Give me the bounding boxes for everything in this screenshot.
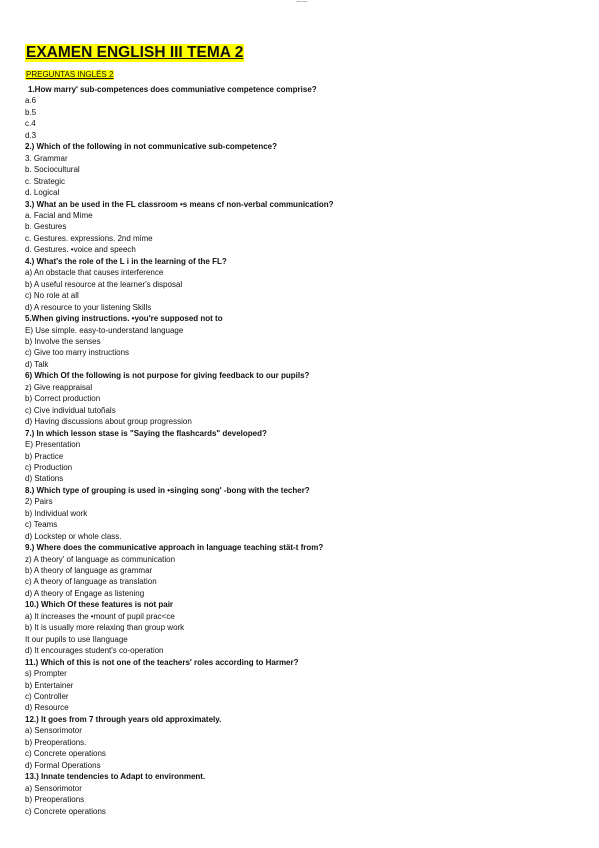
- question-block: [25, 84, 585, 141]
- answer-option: d) Resource: [25, 703, 69, 713]
- answer-option: b) Practice: [25, 451, 64, 461]
- exam-document: [25, 44, 585, 817]
- section-label-row: [25, 62, 585, 82]
- answer-option: d) A resource to your listening Skills: [25, 302, 152, 312]
- answer-option: b) Preoperations: [25, 795, 85, 805]
- answer-option: b) Involve the senses: [25, 336, 101, 346]
- question-text: 12.) It goes from 7 through years old approximately.: [25, 714, 222, 724]
- question-text: 8.) Which type of grouping is used in •singing song' -bong with the techer?: [25, 485, 310, 495]
- answer-option: c. Gestures. expressions. 2nd mime: [25, 233, 153, 243]
- question-block: [25, 542, 585, 599]
- answer-option: E) Presentation: [25, 440, 81, 450]
- exam-title-row: [25, 44, 585, 62]
- answer-option: d. Gestures. •voice and speech: [25, 245, 136, 255]
- answer-option: b) It is usually more relaxing than group work: [25, 623, 185, 633]
- question-text: 7.) In which lesson stase is "Saying the flashcards" developed?: [25, 428, 267, 438]
- question-text: 2.) Which of the following in not communicative sub-competence?: [25, 142, 278, 152]
- question-block: [25, 313, 585, 370]
- answer-option: c) Concrete operations: [25, 749, 106, 759]
- answer-option: 2) Pairs: [25, 497, 53, 507]
- answer-option: c) Teams: [25, 520, 58, 530]
- answer-option: d) Talk: [25, 359, 49, 369]
- answer-option: b) Preoperations.: [25, 737, 87, 747]
- answer-option: a) Sensorimotor: [25, 726, 82, 736]
- answer-option: a. Facial and Mime: [25, 210, 93, 220]
- answer-option: b. Sociocultural: [25, 165, 80, 175]
- answer-option: a) An obstacle that causes interference: [25, 268, 164, 278]
- answer-option: b) Individual work: [25, 508, 88, 518]
- answer-option: d) Lockstep or whole class.: [25, 531, 122, 541]
- question-block: [25, 599, 585, 656]
- answer-option: s) Prompter: [25, 669, 67, 679]
- question-text: 6) Which Of the following is not purpose for giving feedback to our pupils?: [25, 371, 310, 381]
- page-header-mark: ーー: [296, 0, 309, 6]
- question-text: 3.) What an be used in the FL classroom •s means cf non-verbal communication?: [25, 199, 334, 209]
- answer-option: z) A theory' of language as communication: [25, 554, 176, 564]
- answer-option: c. Strategic: [25, 176, 66, 186]
- answer-option: a) It increases the •mount of pupil prac<ce: [25, 611, 175, 621]
- answer-option: b. Gestures: [25, 222, 67, 232]
- answer-option: a) Sensorimotor: [25, 783, 82, 793]
- answer-option: b) A theory of language as grammar: [25, 566, 153, 576]
- answer-option: 3. Grammar: [25, 153, 68, 163]
- answer-option: c) Cive individual tutoñals: [25, 405, 116, 415]
- answer-option: c) Controller: [25, 692, 69, 702]
- answer-option: It our pupils to use Ilanguage: [25, 634, 128, 644]
- answer-option: b.5: [25, 107, 37, 117]
- question-text: 5.When giving instructions. •you're supposed not to: [25, 314, 223, 324]
- question-block: [25, 714, 585, 771]
- answer-option: d. Logical: [25, 188, 60, 198]
- answer-option: d) Stations: [25, 474, 64, 484]
- question-block: [25, 657, 585, 714]
- answer-option: c) Give too marry instructions: [25, 348, 130, 358]
- answer-option: c) Production: [25, 462, 73, 472]
- question-text: 9.) Where does the communicative approach in language teaching stät-t from?: [25, 543, 324, 553]
- exam-title: EXAMEN ENGLISH III TEMA 2: [26, 44, 244, 61]
- question-text: 11.) Which of this is not one of the teachers' roles according to Harmer?: [25, 657, 299, 667]
- question-text: 10.) Which Of these features is not pair: [25, 600, 174, 610]
- question-block: [25, 370, 585, 427]
- answer-option: c) No role at all: [25, 291, 79, 301]
- question-block: [25, 256, 585, 313]
- answer-option: E) Use simple. easy-to-understand language: [25, 325, 184, 335]
- question-text: 1.How marry' sub-competences does communiative competence comprise?: [28, 85, 317, 94]
- question-block: [25, 771, 585, 817]
- answer-option: c) Concrete operations: [25, 806, 106, 816]
- answer-option: d) Formal Operations: [25, 760, 101, 770]
- answer-option: b) Correct production: [25, 394, 101, 404]
- question-block: [25, 428, 585, 485]
- answer-option: a.6: [25, 96, 37, 106]
- question-block: [25, 141, 585, 198]
- question-text: 4.) What's the role of the L i in the learning of the FL?: [25, 256, 227, 266]
- question-block: [25, 485, 585, 542]
- answer-option: b) A useful resource at the learner's disposal: [25, 279, 183, 289]
- answer-option: d) A theory of Engage as listening: [25, 588, 145, 598]
- section-label: PREGUNTAS INGLÉS 2: [26, 70, 114, 79]
- answer-option: c.4: [25, 119, 36, 129]
- answer-option: d) It encourages student's co-operation: [25, 646, 164, 656]
- question-block: [25, 199, 585, 256]
- answer-option: d) Having discussions about group progression: [25, 417, 192, 427]
- answer-option: z) Give reappraisal: [25, 382, 93, 392]
- question-text: 13.) Innate tendencies to Adapt to environment.: [25, 772, 206, 782]
- answer-option: b) Entertainer: [25, 680, 74, 690]
- answer-option: d.3: [25, 130, 37, 140]
- question-list: [25, 84, 585, 817]
- answer-option: c) A theory of language as translation: [25, 577, 157, 587]
